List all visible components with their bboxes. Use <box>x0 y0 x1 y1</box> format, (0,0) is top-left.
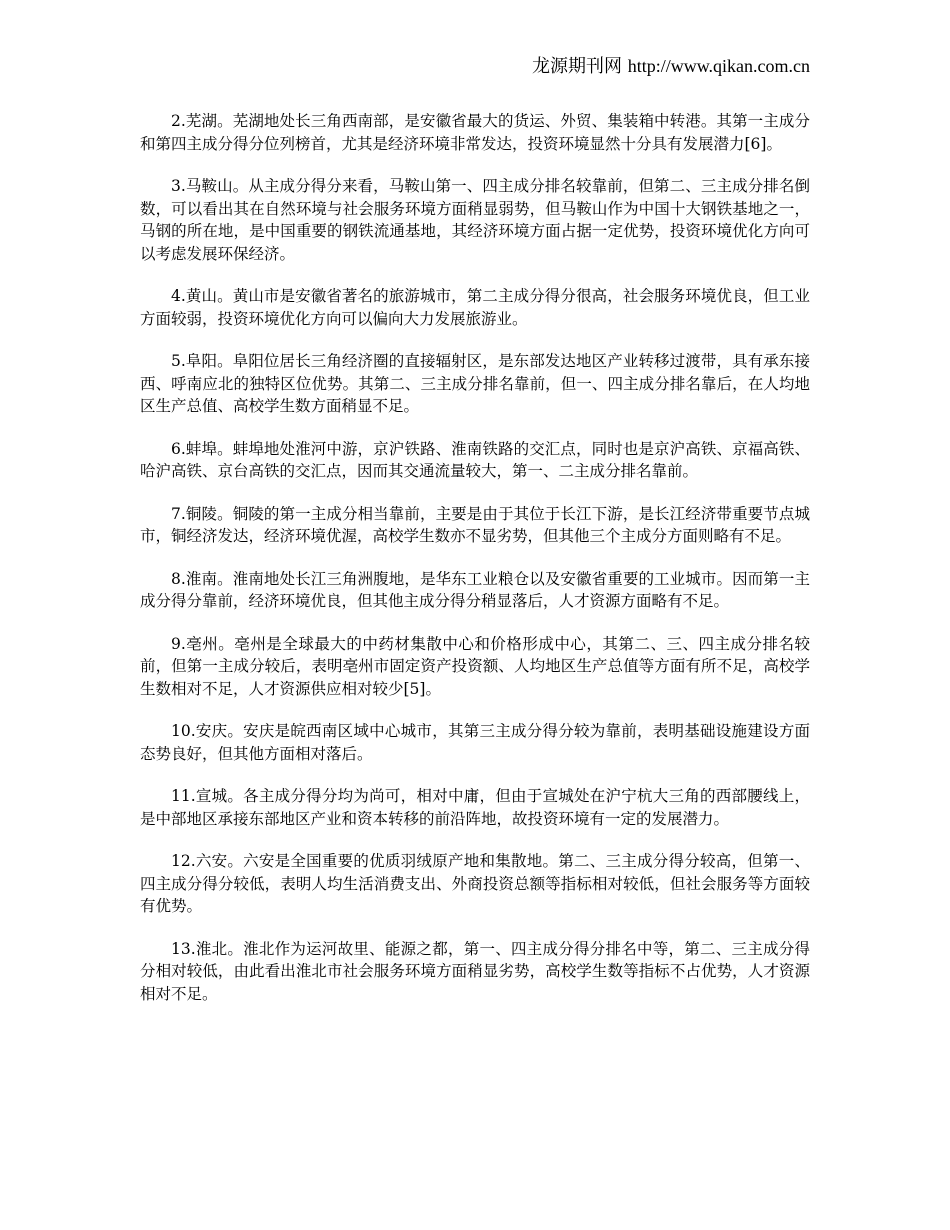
site-url[interactable]: http://www.qikan.com.cn <box>627 56 810 76</box>
paragraph-fuyang: 5.阜阳。阜阳位居长三角经济圈的直接辐射区，是东部发达地区产业转移过渡带，具有承东接西、呼南应北的独特区位优势。其第二、三主成分排名靠前，但一、四主成分排名靠后，在人均地区生产总值、高校学生数方面稍显不足。 <box>140 352 810 415</box>
paragraph-maanshan: 3.马鞍山。从主成分得分来看，马鞍山第一、四主成分排名较靠前，但第二、三主成分排名倒数，可以看出其在自然环境与社会服务环境方面稍显弱势，但马鞍山作为中国十大钢铁基地之一，马钢的所在地，是中国重要的钢铁流通基地，其经济环境方面占据一定优势，投资环境优化方向可以考虑发展环保经济。 <box>140 177 810 263</box>
site-name: 龙源期刊网 <box>531 56 622 77</box>
paragraph-huangshan: 4.黄山。黄山市是安徽省著名的旅游城市，第二主成分得分很高，社会服务环境优良，但工业方面较弱，投资环境优化方向可以偏向大力发展旅游业。 <box>140 287 810 328</box>
paragraph-huainan: 8.淮南。淮南地处长江三角洲腹地，是华东工业粮仓以及安徽省重要的工业城市。因而第一主成分得分靠前，经济环境优良，但其他主成分得分稍显落后，人才资源方面略有不足。 <box>140 569 810 610</box>
paragraph-xuancheng: 11.宣城。各主成分得分均为尚可，相对中庸，但由于宣城处在沪宁杭大三角的西部腰线上，是中部地区承接东部地区产业和资本转移的前沿阵地，故投资环境有一定的发展潜力。 <box>140 787 810 828</box>
paragraph-wuhu: 2.芜湖。芜湖地处长三角西南部，是安徽省最大的货运、外贸、集装箱中转港。其第一主成分和第四主成分得分位列榜首，尤其是经济环境非常发达，投资环境显然十分具有发展潜力[6]。 <box>140 112 810 153</box>
paragraph-tongling: 7.铜陵。铜陵的第一主成分相当靠前，主要是由于其位于长江下游，是长江经济带重要节点城市，铜经济发达，经济环境优渥，高校学生数亦不显劣势，但其他三个主成分方面则略有不足。 <box>140 504 810 545</box>
paragraph-bengbu: 6.蚌埠。蚌埠地处淮河中游，京沪铁路、淮南铁路的交汇点，同时也是京沪高铁、京福高铁、哈沪高铁、京台高铁的交汇点，因而其交通流量较大，第一、二主成分排名靠前。 <box>140 439 810 480</box>
paragraph-bozhou: 9.亳州。亳州是全球最大的中药材集散中心和价格形成中心，其第二、三、四主成分排名较前，但第一主成分较后，表明亳州市固定资产投资额、人均地区生产总值等方面有所不足，高校学生数相对不足，人才资源供应相对较少[5]。 <box>140 634 810 698</box>
paragraph-huaibei: 13.淮北。淮北作为运河故里、能源之都，第一、四主成分得分排名中等，第二、三主成分得分相对较低，由此看出淮北市社会服务环境方面稍显劣势，高校学生数等指标不占优势，人才资源相对不足。 <box>140 939 810 1003</box>
page-header <box>532 54 810 79</box>
document-body <box>140 110 810 1025</box>
paragraph-luan: 12.六安。六安是全国重要的优质羽绒原产地和集散地。第二、三主成分得分较高，但第一、四主成分得分较低，表明人均生活消费支出、外商投资总额等指标相对较低，但社会服务等方面较有优势。 <box>140 852 810 915</box>
paragraph-anqing: 10.安庆。安庆是皖西南区域中心城市，其第三主成分得分较为靠前，表明基础设施建设方面态势良好，但其他方面相对落后。 <box>140 722 810 763</box>
